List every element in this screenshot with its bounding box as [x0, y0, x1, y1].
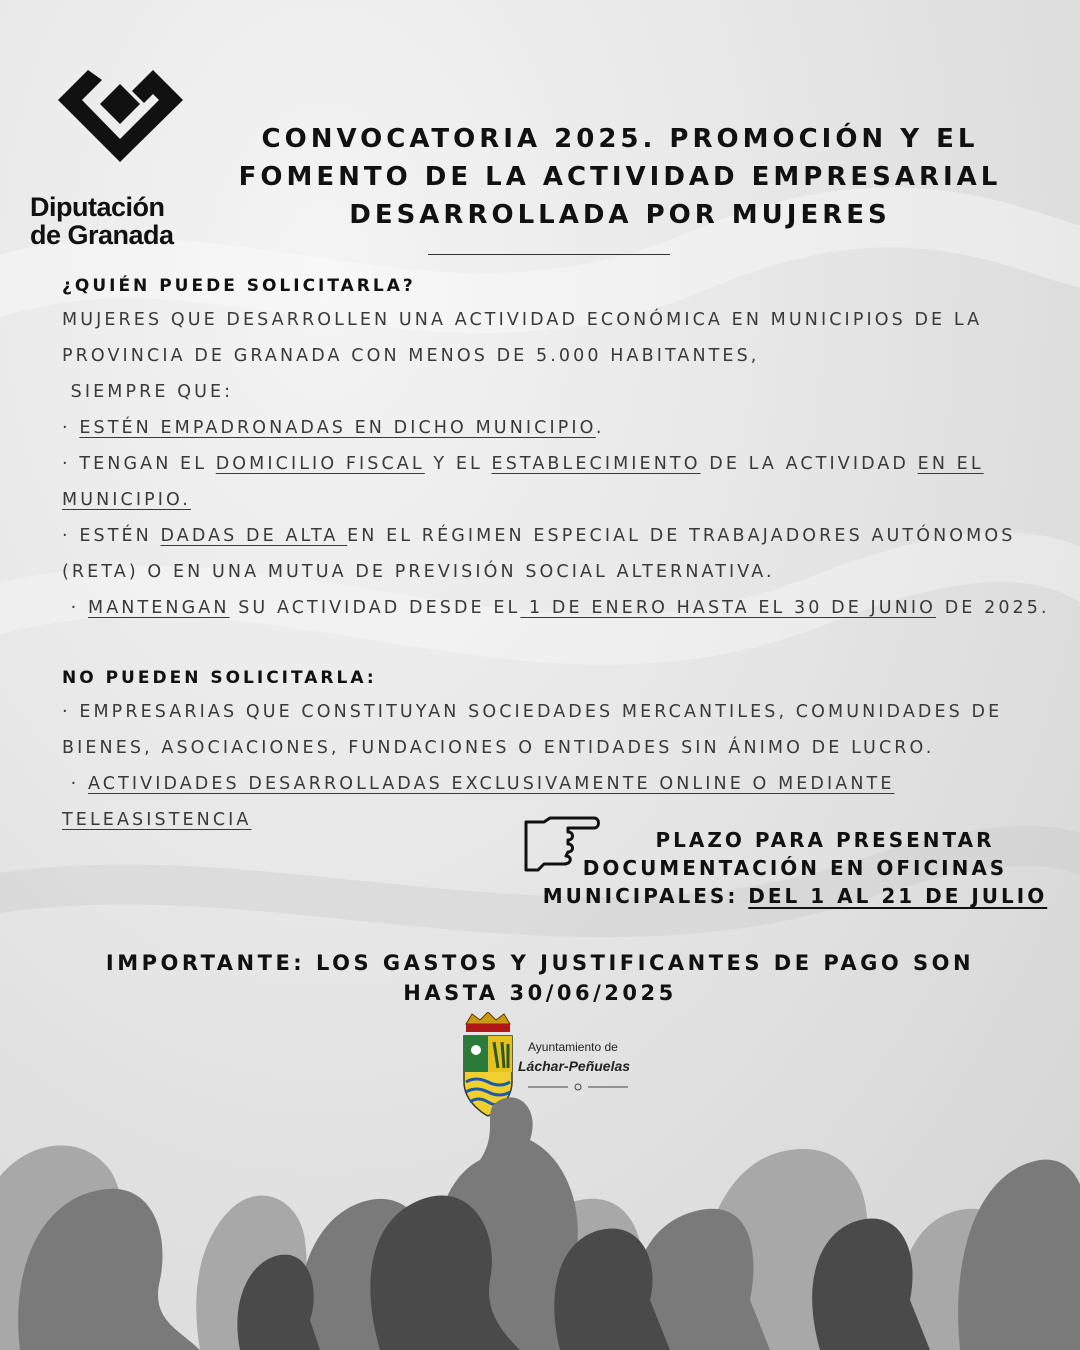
diputacion-logo-text: Diputación de Granada [30, 192, 174, 250]
bullet-1-underlined: ESTÉN EMPADRONADAS EN DICHO MUNICIPIO [79, 418, 596, 438]
no-bullet-2-teleasistencia: TELEASISTENCIA [62, 810, 252, 830]
bullet-3-b: EN EL RÉGIMEN ESPECIAL DE TRABAJADORES AUTÓNOMOS [347, 526, 1016, 546]
bullet-4-mantengan: MANTENGAN [88, 598, 230, 618]
diputacion-logo-icon [48, 60, 193, 175]
bullet-2-establecimiento: ESTABLECIMIENTO [491, 454, 701, 474]
bullet-4-c: DE 2025. [936, 598, 1050, 618]
plazo-text [540, 826, 1050, 910]
plazo-fechas: DEL 1 AL 21 DE JULIO [748, 884, 1048, 908]
bullet-2-domicilio: DOMICILIO FISCAL [215, 454, 425, 474]
importante-line-2: HASTA 30/06/2025 [403, 981, 677, 1005]
bullet-4-a: · [62, 598, 88, 618]
plazo-line-3-a: MUNICIPALES: [542, 884, 749, 908]
bullet-3-a: · ESTÉN [62, 526, 161, 546]
quien-heading: ¿QUIÉN PUEDE SOLICITARLA? [62, 276, 416, 296]
bullet-4-b: SU ACTIVIDAD DESDE EL [229, 598, 521, 618]
women-silhouettes-illustration [0, 1050, 1080, 1350]
diputacion-logo [30, 60, 210, 249]
importante-note [60, 948, 1020, 1008]
bullet-prefix: · [62, 418, 80, 438]
no-bullet-1: · EMPRESARIAS QUE CONSTITUYAN SOCIEDADES MERCANTILES, COMUNIDADES DE [62, 702, 1003, 722]
plazo-line-1: PLAZO PARA PRESENTAR [655, 828, 995, 852]
bullet-2-en-el: EN EL [917, 454, 984, 474]
title-divider [428, 254, 670, 255]
quien-bullet-3-cont: (RETA) O EN UNA MUTUA DE PREVISIÓN SOCIAL ALTERNATIVA. [62, 562, 775, 582]
no-bullet-2-a: · [62, 774, 88, 794]
quien-bullet-2 [62, 446, 1077, 482]
no-bullet-2 [62, 766, 1077, 802]
quien-bullet-4 [62, 590, 1077, 626]
bullet-2-a: · TENGAN EL [62, 454, 216, 474]
main-content [62, 270, 1077, 838]
no-heading: NO PUEDEN SOLICITARLA: [62, 668, 377, 688]
no-bullet-2-actividades: ACTIVIDADES DESARROLLADAS EXCLUSIVAMENTE ONLINE O MEDIANTE [88, 774, 895, 794]
quien-line-2: PROVINCIA DE GRANADA CON MENOS DE 5.000 HABITANTES, [62, 346, 760, 366]
plazo-line-3 [540, 882, 1050, 910]
bullet-2-c: DE LA ACTIVIDAD [700, 454, 918, 474]
page-title: CONVOCATORIA 2025. PROMOCIÓN Y EL FOMENTO DE LA ACTIVIDAD EMPRESARIAL DESARROLLADA POR MUJERES [238, 124, 1002, 230]
quien-line-1: MUJERES QUE DESARROLLEN UNA ACTIVIDAD ECONÓMICA EN MUNICIPIOS DE LA [62, 310, 983, 330]
bullet-1-end: . [595, 418, 605, 438]
bullet-4-fechas: 1 DE ENERO HASTA EL 30 DE JUNIO [520, 598, 937, 618]
importante-line-1: IMPORTANTE: LOS GASTOS Y JUSTIFICANTES DE PAGO SON [105, 951, 975, 975]
plazo-line-2: DOCUMENTACIÓN EN OFICINAS [582, 856, 1008, 880]
no-bullet-1-cont: BIENES, ASOCIACIONES, FUNDACIONES O ENTIDADES SIN ÁNIMO DE LUCRO. [62, 738, 935, 758]
bullet-2-municipio: MUNICIPIO. [62, 490, 191, 510]
ayuntamiento-label: Ayuntamiento de [528, 1040, 618, 1054]
bullet-3-dadas-alta: DADAS DE ALTA [160, 526, 348, 546]
ayuntamiento-name: Láchar-Peñuelas [518, 1058, 631, 1074]
quien-bullet-2-cont [62, 482, 1077, 518]
bullet-2-b: Y EL [424, 454, 492, 474]
quien-bullet-3 [62, 518, 1077, 554]
quien-bullet-1 [62, 410, 1077, 446]
quien-line-3: SIEMPRE QUE: [62, 382, 234, 402]
